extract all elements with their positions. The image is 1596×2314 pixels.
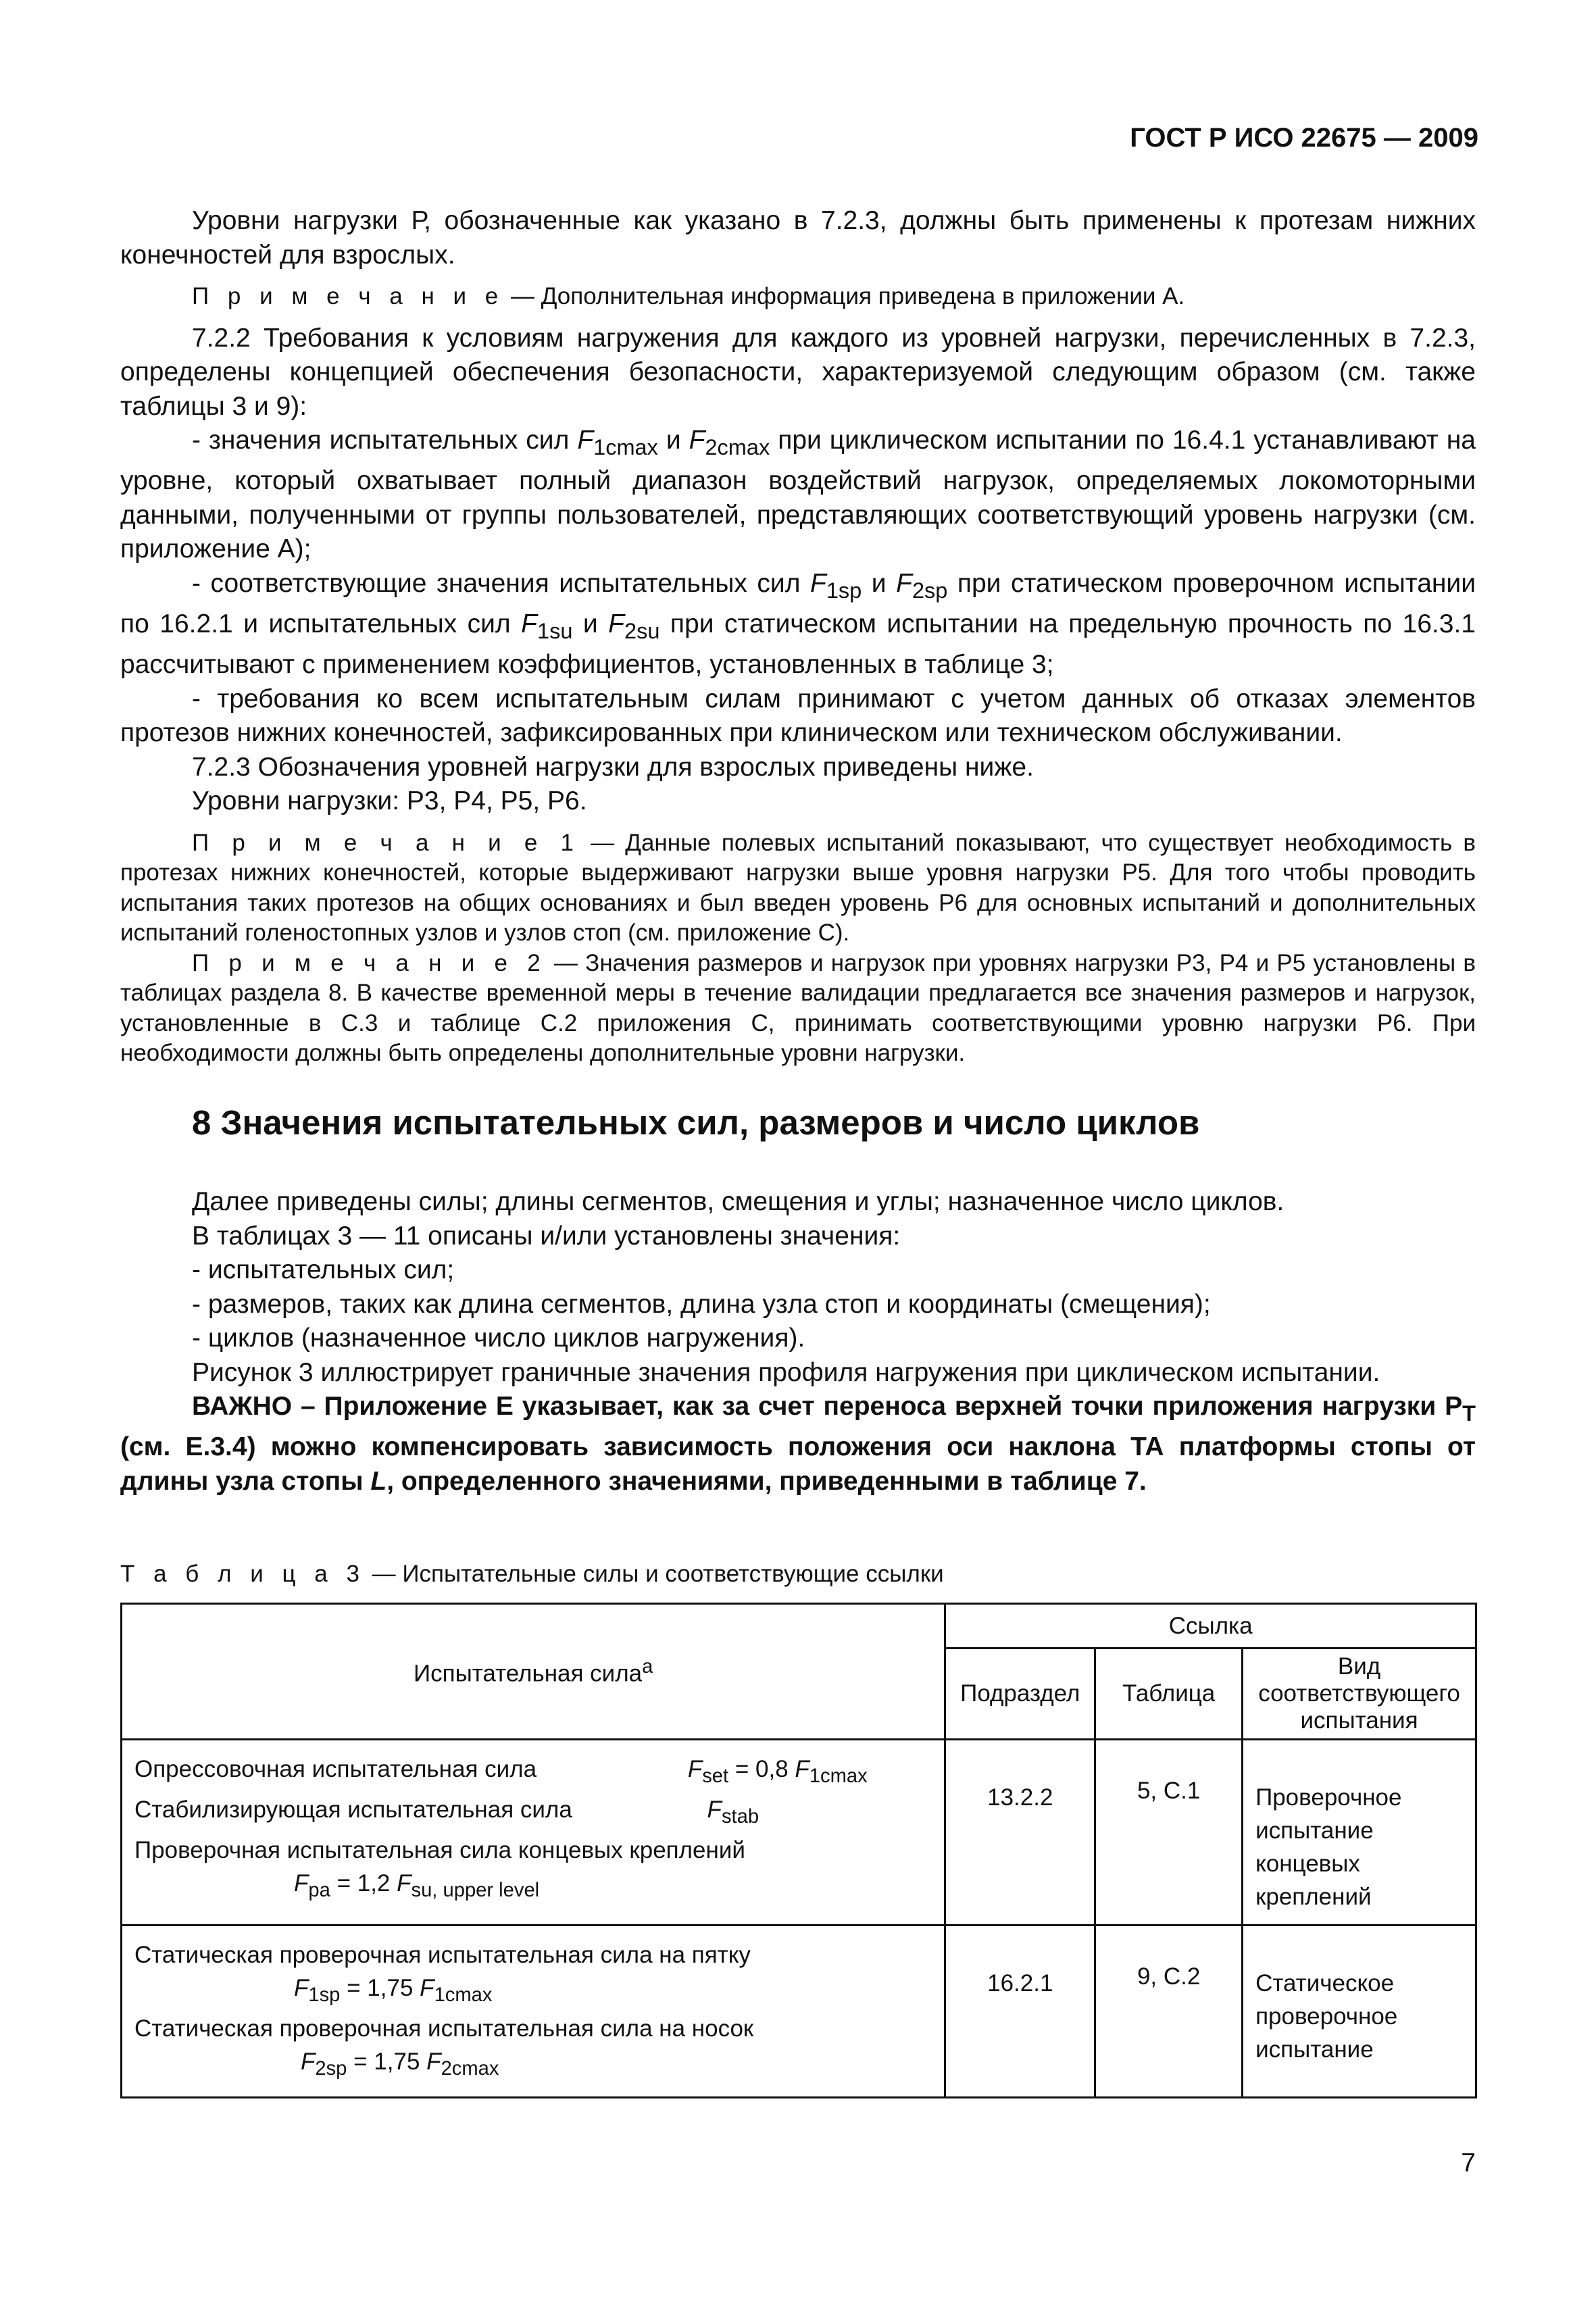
cell-table-1: 5, С.1 xyxy=(1095,1740,1243,1926)
header-table: Таблица xyxy=(1095,1649,1243,1740)
bullet-cyclic-forces: - значения испытательных сил $F_{1cmax}$ и $F_{2cmax}$ при циклическом испытании по 16.4.1 устанавливают на уровне, который охватывает полный диапазон воздействий нагрузок, определяемых локомоторными данными, полученными от группы пользователей, представляющих соответствующий уровень нагрузки (см. приложение А); xyxy=(120,426,1476,564)
s8-list-item-forces: - испытательных сил; xyxy=(192,1255,455,1284)
cell-kind-1: Проверочное испытание концевых креплений xyxy=(1243,1740,1476,1926)
s8-list-item-dimensions: - размеров, таких как длина сегментов, длина узла стоп и координаты (смещения); xyxy=(192,1289,1211,1319)
document-header: ГОСТ Р ИСО 22675 — 2009 xyxy=(1130,123,1478,153)
note-2: П р и м е ч а н и е 2 — Значения размеров и нагрузок при уровнях нагрузки Р3, Р4 и Р5 установлены в таблицах раздела 8. В качестве временной меры в течение валидации предлагается все значения размеров и нагрузок, установленные в С.3 и таблице С.2 приложения С, принимать соответствующими уровню нагрузки Р6. При необходимости должны быть определены дополнительные уровни нагрузки. xyxy=(120,949,1476,1067)
header-subsection: Подраздел xyxy=(945,1649,1095,1740)
header-test-kind: Вид соответствующего испытания xyxy=(1243,1649,1476,1740)
load-levels-list: Уровни нагрузки: P3, P4, P5, P6. xyxy=(192,786,587,816)
body-text-top xyxy=(120,204,1476,1069)
header-reference: Ссылка xyxy=(945,1604,1476,1649)
cell-subsection-2: 16.2.1 xyxy=(945,1926,1095,2098)
important-notice: ВАЖНО – Приложение E указывает, как за счет переноса верхней точки приложения нагрузки $P_T$ (см. E.3.4) можно компенсировать зависимость положения оси наклона ТА платформы стопы от длины узла стопы L, определенного значениями, приведенными в таблице 7. xyxy=(120,1392,1476,1496)
section-8-heading: 8 Значения испытательных сил, размеров и число циклов xyxy=(192,1103,1200,1142)
cell-kind-2: Статическое проверочное испытание xyxy=(1243,1926,1476,2098)
header-test-force: Испытательная сила$^a$ xyxy=(122,1604,945,1740)
table-row xyxy=(122,1740,1476,1926)
note-annex-a: П р и м е ч а н и е — Дополнительная информация приведена в приложении А. xyxy=(192,283,1185,309)
s8-paragraph-2: В таблицах 3 — 11 описаны и/или установлены значения: xyxy=(192,1221,901,1251)
paragraph-7-2-3: 7.2.3 Обозначения уровней нагрузки для взрослых приведены ниже. xyxy=(192,752,1034,782)
s8-list-item-cycles: - циклов (назначенное число циклов нагружения). xyxy=(192,1324,805,1353)
cell-table-2: 9, С.2 xyxy=(1095,1926,1243,2098)
cell-subsection-1: 13.2.2 xyxy=(945,1740,1095,1926)
table-3-caption: Т а б л и ц а 3 — Испытательные силы и соответствующие ссылки xyxy=(120,1561,944,1587)
bullet-failure-data: - требования ко всем испытательным силам принимают с учетом данных об отказах элементов протезов нижних конечностей, зафиксированных при клиническом или техническом обслуживании. xyxy=(120,684,1476,748)
table-row xyxy=(122,1926,1476,2098)
cell-force-2: Статическая проверочная испытательная сила на пятку $F_{1sp} = 1,75$ $F_{1cmax}$ Статическая проверочная испытательная сила на носок $F_{2sp} = 1,75$ $F_{2cmax}$ xyxy=(122,1926,945,2098)
note-1: П р и м е ч а н и е 1 — Данные полевых испытаний показывают, что существует необходимость в протезах нижних конечностей, которые выдерживают нагрузки выше уровня нагрузки Р5. Для того чтобы проводить испытания таких протезов на общих основаниях и был введен уровень Р6 для основных испытаний и дополнительных испытаний голеностопных узлов и узлов стоп (см. приложение С). xyxy=(120,829,1476,947)
cell-force-1: Опрессовочная испытательная сила $F_{set} = 0,8$ $F_{1cmax}$ Стабилизирующая испытательная сила $F_{stab}$ Проверочная испытательная сила концевых креплений $F_{pa} = 1,2$ $F_{su, upper level}$ xyxy=(122,1740,945,1926)
s8-paragraph-figure-3: Рисунок 3 иллюстрирует граничные значения профиля нагружения при циклическом испытании. xyxy=(192,1357,1380,1387)
section-8-body xyxy=(120,1185,1476,1499)
s8-paragraph-1: Далее приведены силы; длины сегментов, смещения и углы; назначенное число циклов. xyxy=(192,1187,1285,1216)
page-number: 7 xyxy=(1461,2148,1476,2178)
paragraph-7-2-2: 7.2.2 Требования к условиям нагружения для каждого из уровней нагрузки, перечисленных в 7.2.3, определены концепцией обеспечения безопасности, характеризуемой следующим образом (см. также таблицы 3 и 9): xyxy=(120,323,1476,421)
bullet-static-forces: - соответствующие значения испытательных сил $F_{1sp}$ и $F_{2sp}$ при статическом проверочном испытании по 16.2.1 и испытательных сил $F_{1su}$ и $F_{2su}$ при статическом испытании на предельную прочность по 16.3.1 рассчитывают с применением коэффициентов, установленных в таблице 3; xyxy=(120,568,1476,680)
table-3 xyxy=(120,1603,1477,2098)
paragraph-load-levels: Уровни нагрузки Р, обозначенные как указано в 7.2.3, должны быть применены к протезам нижних конечностей для взрослых. xyxy=(120,206,1476,270)
